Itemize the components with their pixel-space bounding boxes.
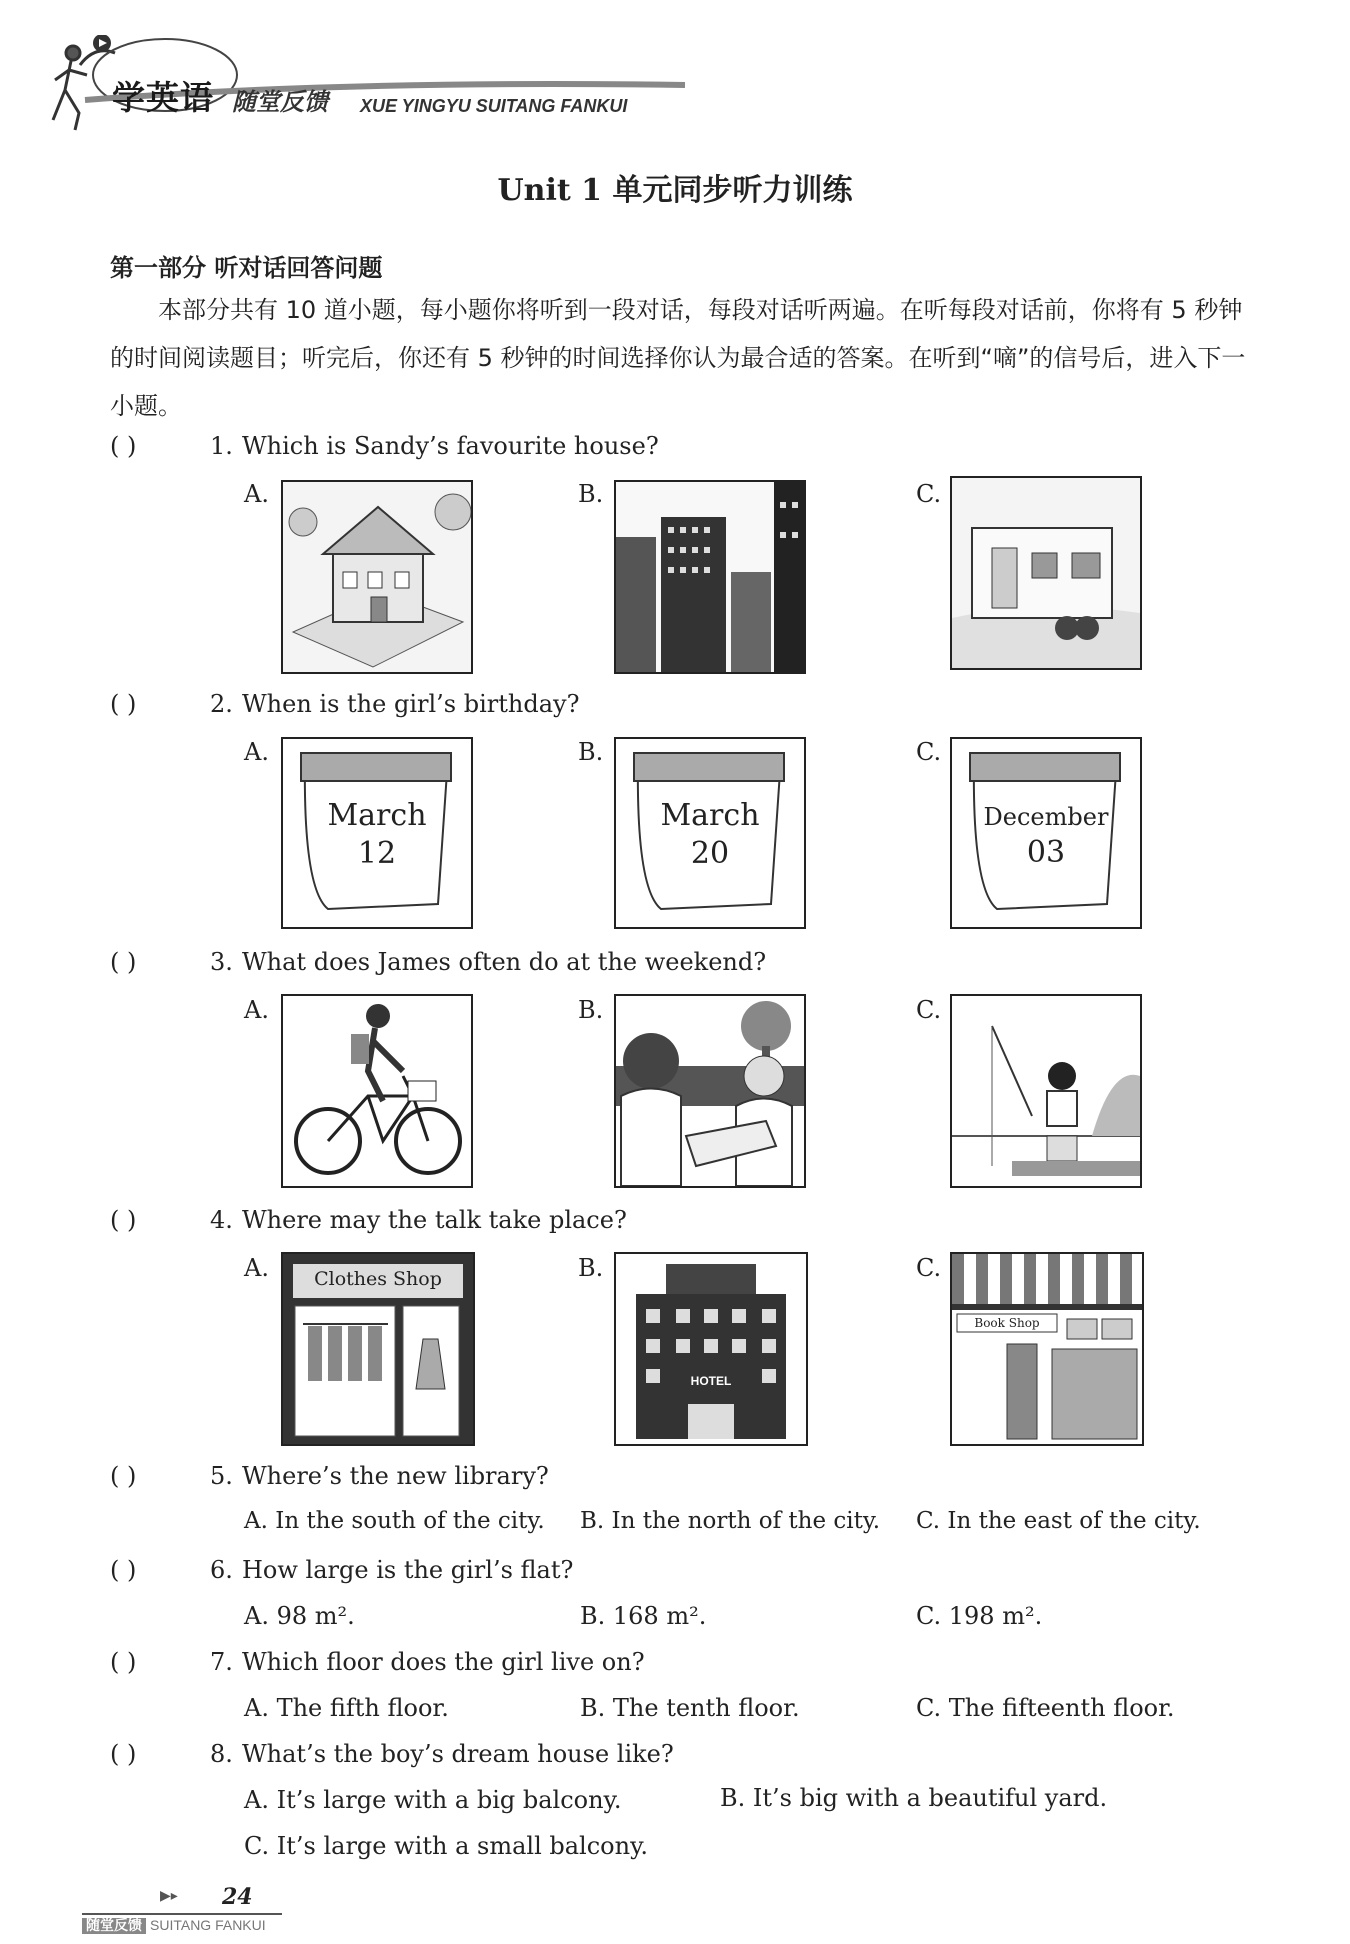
answer-blank[interactable]: ( ) — [110, 1206, 137, 1234]
footer-brand-en: SUITANG FANKUI — [150, 1917, 266, 1933]
question-number: 8. — [210, 1740, 233, 1768]
option-label: C. — [916, 738, 942, 766]
option-text: C. The fifteenth floor. — [916, 1694, 1175, 1722]
header-logo-cn2: 随堂反馈 — [232, 88, 328, 116]
question-number: 4. — [210, 1206, 233, 1234]
question-number: 6. — [210, 1556, 233, 1584]
calendar-day: 20 — [690, 836, 730, 871]
option-text: B. In the north of the city. — [580, 1508, 881, 1534]
caravan-image[interactable] — [950, 476, 1142, 670]
calendar-day: 12 — [357, 836, 397, 871]
chess-icon — [616, 996, 804, 1186]
question-number: 7. — [210, 1648, 233, 1676]
option-text: A. In the south of the city. — [244, 1508, 545, 1534]
calendar-month: March — [327, 798, 427, 833]
option-text: B. 168 m². — [580, 1602, 707, 1630]
section-heading: 第一部分 听对话回答问题 — [110, 254, 383, 282]
answer-blank[interactable]: ( ) — [110, 1648, 137, 1676]
option-label: B. — [578, 480, 604, 508]
option-label: B. — [578, 996, 604, 1024]
calendar-image[interactable] — [281, 737, 473, 929]
question-number: 2. — [210, 690, 233, 718]
answer-blank[interactable]: ( ) — [110, 1462, 137, 1490]
house-icon — [283, 482, 471, 672]
hotel-icon — [616, 1254, 806, 1444]
question-text: What does James often do at the weekend? — [242, 948, 767, 976]
option-label: A. — [244, 1254, 269, 1282]
option-label: B. — [578, 738, 604, 766]
question-number: 5. — [210, 1462, 233, 1490]
option-text: C. In the east of the city. — [916, 1508, 1201, 1534]
question-text: What’s the boy’s dream house like? — [242, 1740, 674, 1768]
question-text: Where may the talk take place? — [242, 1206, 627, 1234]
option-text: A. It’s large with a big balcony. — [244, 1786, 622, 1814]
answer-blank[interactable]: ( ) — [110, 948, 137, 976]
shop-sign: Clothes Shop — [314, 1268, 442, 1290]
option-text: B. It’s big with a beautiful yard. — [720, 1784, 1108, 1812]
calendar-image[interactable] — [614, 737, 806, 929]
play-arrow-icon: ▶▸ — [160, 1888, 178, 1904]
house-image[interactable] — [281, 480, 473, 674]
footer-brand — [82, 1913, 282, 1937]
page-number: 24 — [222, 1884, 253, 1910]
calendar-image[interactable] — [950, 737, 1142, 929]
option-text: C. 198 m². — [916, 1602, 1043, 1630]
question-number: 3. — [210, 948, 233, 976]
option-label: B. — [578, 1254, 604, 1282]
option-text: C. It’s large with a small balcony. — [244, 1832, 649, 1860]
answer-blank[interactable]: ( ) — [110, 432, 137, 460]
clothes-shop-image[interactable] — [281, 1252, 475, 1446]
question-text: Where’s the new library? — [242, 1462, 549, 1490]
bookshop-icon — [952, 1254, 1142, 1444]
hotel-sign: HOTEL — [690, 1374, 732, 1388]
question-number: 1. — [210, 432, 233, 460]
calendar-month: December — [983, 803, 1109, 831]
runner-icon — [53, 46, 115, 130]
header-logo-cn: 学英语 — [112, 78, 214, 117]
book-shop-image[interactable] — [950, 1252, 1144, 1446]
answer-blank[interactable]: ( ) — [110, 690, 137, 718]
hotel-image[interactable] — [614, 1252, 808, 1446]
option-text: B. The tenth floor. — [580, 1694, 800, 1722]
option-label: A. — [244, 480, 269, 508]
option-label: C. — [916, 996, 942, 1024]
option-label: A. — [244, 996, 269, 1024]
question-text: Which is Sandy’s favourite house? — [242, 432, 659, 460]
answer-blank[interactable]: ( ) — [110, 1556, 137, 1584]
shop-sign: Book Shop — [974, 1316, 1040, 1330]
answer-blank[interactable]: ( ) — [110, 1740, 137, 1768]
caravan-icon — [952, 478, 1140, 668]
option-label: C. — [916, 480, 942, 508]
option-label: A. — [244, 738, 269, 766]
chess-image[interactable] — [614, 994, 806, 1188]
skyscraper-image[interactable] — [614, 480, 806, 674]
section-instructions: 本部分共有 10 道小题，每小题你将听到一段对话，每段对话听两遍。在听每段对话前，你将有 5 秒钟的时间阅读题目；听完后，你还有 5 秒钟的时间选择你认为最合适的答案。在听到“嘀”的信号后，进入下一小题。 — [110, 296, 1246, 420]
fishing-icon — [952, 996, 1140, 1186]
question-text: How large is the girl’s flat? — [242, 1556, 574, 1584]
calendar-day: 03 — [1026, 835, 1066, 870]
option-label: C. — [916, 1254, 942, 1282]
cycling-image[interactable] — [281, 994, 473, 1188]
bicycle-icon — [283, 996, 471, 1186]
page-title: Unit 1 单元同步听力训练 — [497, 173, 853, 208]
fishing-image[interactable] — [950, 994, 1142, 1188]
option-text: A. 98 m². — [244, 1602, 355, 1630]
option-text: A. The fifth floor. — [244, 1694, 449, 1722]
question-text: When is the girl’s birthday? — [242, 690, 580, 718]
question-text: Which floor does the girl live on? — [242, 1648, 645, 1676]
header-logo-en: XUE YINGYU SUITANG FANKUI — [360, 96, 628, 116]
skyscraper-icon — [616, 482, 804, 672]
footer-brand-cn: 随堂反馈 — [82, 1918, 146, 1934]
calendar-month: March — [660, 798, 760, 833]
